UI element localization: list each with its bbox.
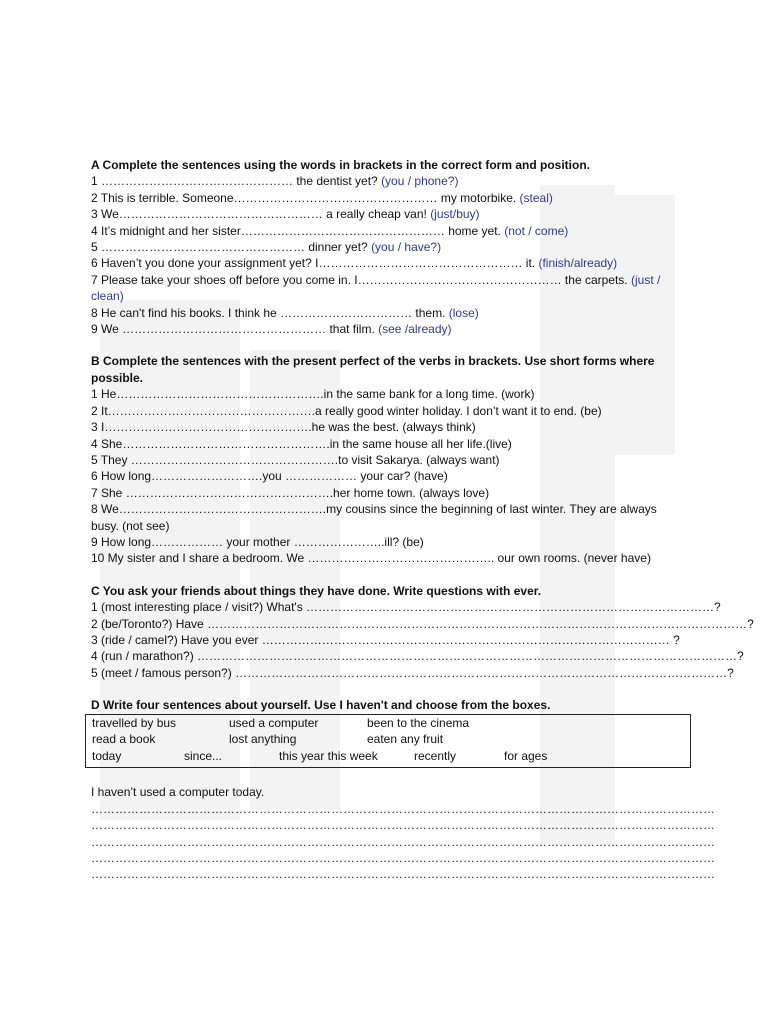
answer-line[interactable]: ………………………………………………………………………………………………………………………………………… — [91, 851, 715, 865]
word-box-phrase: read a book — [92, 732, 156, 747]
word-box-phrase: travelled by bus — [92, 715, 177, 730]
worksheet-content — [91, 157, 754, 883]
word-box-phrase: since... — [184, 748, 223, 763]
section-b-item: 2 It…………………………………………….a really good winter holiday. I don’t want it to end. (be) — [91, 403, 602, 418]
section-b-item: 3 I…………………………………………….he was the best. (always think) — [91, 420, 476, 435]
section-a-item: 9 We …………………………………………… that film. (see /already) — [91, 322, 452, 337]
word-box-phrase: this year this week — [279, 748, 378, 763]
section-a-item: 2 This is terrible. Someone…………………………………………… my motorbike. (steal) — [91, 190, 553, 205]
word-box-phrase: today — [92, 748, 122, 763]
word-box-phrase: lost anything — [229, 732, 297, 747]
section-b-heading: B Complete the sentences with the present perfect of the verbs in brackets. Use short forms where possible. — [91, 354, 655, 385]
word-box-row — [92, 732, 690, 749]
word-box-phrase: recently — [414, 748, 457, 763]
section-spacer — [91, 681, 691, 697]
section-b-item: 8 We…………………………………………….my cousins since the beginning of last winter. They are always busy. (not see) — [91, 502, 657, 533]
section-spacer — [91, 768, 691, 784]
section-b-item: 5 They …………………………………………….to visit Sakarya. (always want) — [91, 452, 500, 467]
section-c-item: 4 (run / marathon?) ………………………………………………………………………………………………………………………? — [91, 649, 744, 664]
section-a-item: 5 …………………………………………… dinner yet? (you / have?) — [91, 240, 442, 255]
word-box-phrase: used a computer — [229, 715, 319, 730]
section-c-item: 3 (ride / camel?) Have you ever ………………………………………………………………………………………… ? — [91, 632, 680, 647]
section-spacer — [91, 337, 691, 353]
word-box-phrase: been to the cinema — [367, 715, 470, 730]
answer-line[interactable]: ………………………………………………………………………………………………………………………………………… — [91, 867, 715, 882]
section-c-heading: C You ask your friends about things they have done. Write questions with ever. — [91, 583, 542, 598]
section-c-item: 2 (be/Toronto?) Have ………………………………………………………………………………………………………………………? — [91, 616, 754, 631]
section-b-item: 9 How long……………… your mother …………………..ill? (be) — [91, 534, 424, 549]
section-c-item: 5 (meet / famous person?) ……………………………………………………………………………………………………………? — [91, 665, 734, 680]
section-b-item: 7 She …………………………………………….her home town. (always love) — [91, 485, 490, 500]
section-a-item: 4 It’s midnight and her sister…………………………………………… home yet. (not / come) — [91, 223, 569, 238]
answer-line[interactable]: ………………………………………………………………………………………………………………………………………… — [91, 834, 715, 849]
word-box-phrase: eaten any fruit — [367, 732, 444, 747]
section-b-item: 6 How long……………………….you ……………… your car? (have) — [91, 469, 448, 484]
section-b-item: 10 My sister and I share a bedroom. We ……………………………………….. our own rooms. (never have) — [91, 551, 651, 566]
section-a-item: 3 We…………………………………………… a really cheap van! (just/buy) — [91, 207, 480, 222]
section-a-item: 8 He can't find his books. I think he …………………………… them. (lose) — [91, 305, 479, 320]
word-box-row — [92, 749, 690, 766]
section-b-item: 1 He…………………………………………….in the same bank for a long time. (work) — [91, 387, 535, 402]
answer-line[interactable]: ………………………………………………………………………………………………………………………………………… — [91, 818, 715, 833]
section-c-item: 1 (most interesting place / visit?) What's …………………………………………………………………………………………? — [91, 600, 721, 615]
section-spacer — [91, 567, 691, 583]
example-sentence: I haven’t used a computer today. — [91, 785, 265, 800]
section-d-heading: D Write four sentences about yourself. Use I haven't and choose from the boxes. — [91, 698, 551, 713]
section-a-heading: A Complete the sentences using the words in brackets in the correct form and position. — [91, 158, 590, 172]
answer-line[interactable]: ………………………………………………………………………………………………………………………………………… — [91, 801, 715, 816]
word-box-row — [92, 716, 690, 733]
word-box — [85, 714, 691, 769]
section-a-item: 7 Please take your shoes off before you come in. I…………………………………………… the carpets. (just / clean) — [91, 272, 661, 304]
section-a-item: 6 Haven’t you done your assignment yet? I…………………………………………… it. (finish/already) — [91, 256, 618, 271]
section-a-item: 1 ………………………………………… the dentist yet? (you / phone?) — [91, 174, 459, 189]
word-box-phrase: for ages — [504, 748, 548, 763]
section-b-item: 4 She…………………………………………….in the same house all her life.(live) — [91, 436, 512, 451]
